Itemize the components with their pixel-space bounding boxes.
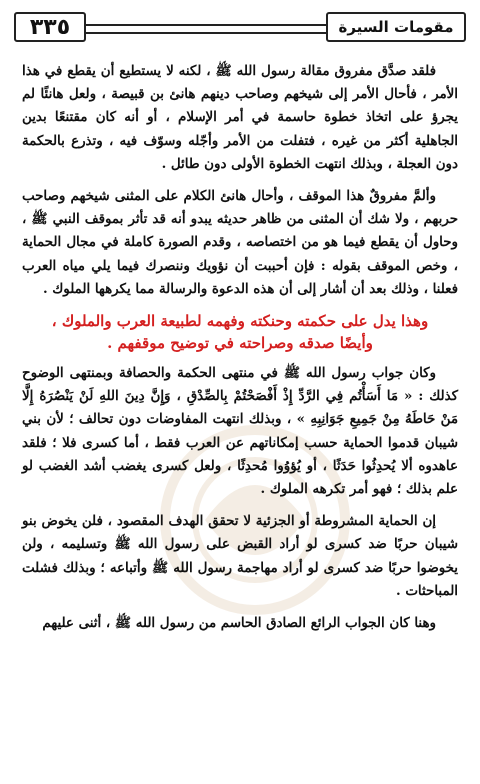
paragraph-5: وهنا كان الجواب الرائع الصادق الحاسم من رسول الله ﷺ ، أثنى عليهم [42, 615, 436, 632]
header-divider [86, 24, 326, 34]
highlighted-commentary [22, 310, 458, 354]
paragraph-1: فلقد صدَّق مفروق مقالة رسول الله ﷺ ، لكنه لا يستطيع أن يقطع في هذا الأمر ، فأحال الأمر إلى شيخهم وصاحب دينهم هانئ بن قبيصة ، ولعل هانئًا لم يجرؤ على اتخاذ خطوة حاسمة في أمر الإسلام ، أو أنه كان مقتنعًا بدين الجاهلية أكثر من غيره ، فتفلت من الأمر وأجّله وسوّف فيه ، وتذرع بالحكمة دون العجلة ، وبذلك انتهت الخطوة الأولى دون طائل . [22, 63, 458, 172]
highlight-line-2: وأيضًا صدقه وصراحته في توضيح موقفهم . [107, 334, 373, 353]
paragraph-2: وألمَّ مفروقٌ هذا الموقف ، وأحال هانئ الكلام على المثنى شيخهم وصاحب حربهم ، ولا شك أن المثنى من ظاهر حديثه يبدو أنه قد تأثر بموقف النبي ﷺ ، وحاول أن يقطع فيما هو من اختصاصه ، وقدم الصورة كاملة في مجال الحماية ، وخص الموقف بقوله : فإن أحببت أن نؤويك وننصرك فيما يلي مياه العرب فعلنا ، وذلك بعد أن أشار إلى أن هذه الدعوة والرسالة مما يكرهها الملوك . [22, 188, 458, 297]
reply-rest: ، وبذلك انتهت المفاوضات دون تحالف ؛ لأن بني شيبان قدموا الحماية حسب إمكاناتهم عن العرب فقط ، أما كسرى فلا ؛ فلقد عاهدوه ألا يُحدِثُوا حَدَثًا ، أو يُؤوُوا مُحدِثًا ، ولعل كسرى يغضب أشد الغضب لو علم بذلك ؛ فهو أمر تكرهه الملوك . [22, 411, 458, 498]
page-number: ٣٣٥ [14, 12, 86, 42]
highlight-line-1: وهذا يدل على حكمته وحنكته وفهمه لطبيعة العرب والملوك ، [51, 312, 429, 331]
reply-intro: وكان جواب رسول الله ﷺ في منتهى الحكمة والحصافة وبمنتهى الوضوح كذلك : [22, 365, 458, 405]
paragraph-4: إن الحماية المشروطة أو الجزئية لا تحقق الهدف المقصود ، فلن يخوض بنو شيبان حربًا ضد كسرى لو أراد القبض على رسول الله ﷺ وتسليمه ، ولن يخوضوا حربًا ضد كسرى لو أراد مهاجمة رسول الله ﷺ وأتباعه ؛ وبذلك فشلت المباحثات . [22, 513, 458, 599]
page-header [14, 12, 466, 42]
book-title: مقومات السيرة [326, 12, 466, 42]
hadith-quote: « مَا أَسَأْتُم فِي الرَّدِّ إِذْ أَفْصَحْتُمْ بِالصِّدْقِ ، وَإِنَّ دِينَ اللهِ لَنْ يَنْصُرَهُ إِلَّا مَنْ حَاطَهُ مِنْ جَمِيعِ جَوَانِبِهِ » [22, 388, 459, 428]
paragraph-3 [22, 362, 458, 501]
page-body [22, 60, 458, 644]
